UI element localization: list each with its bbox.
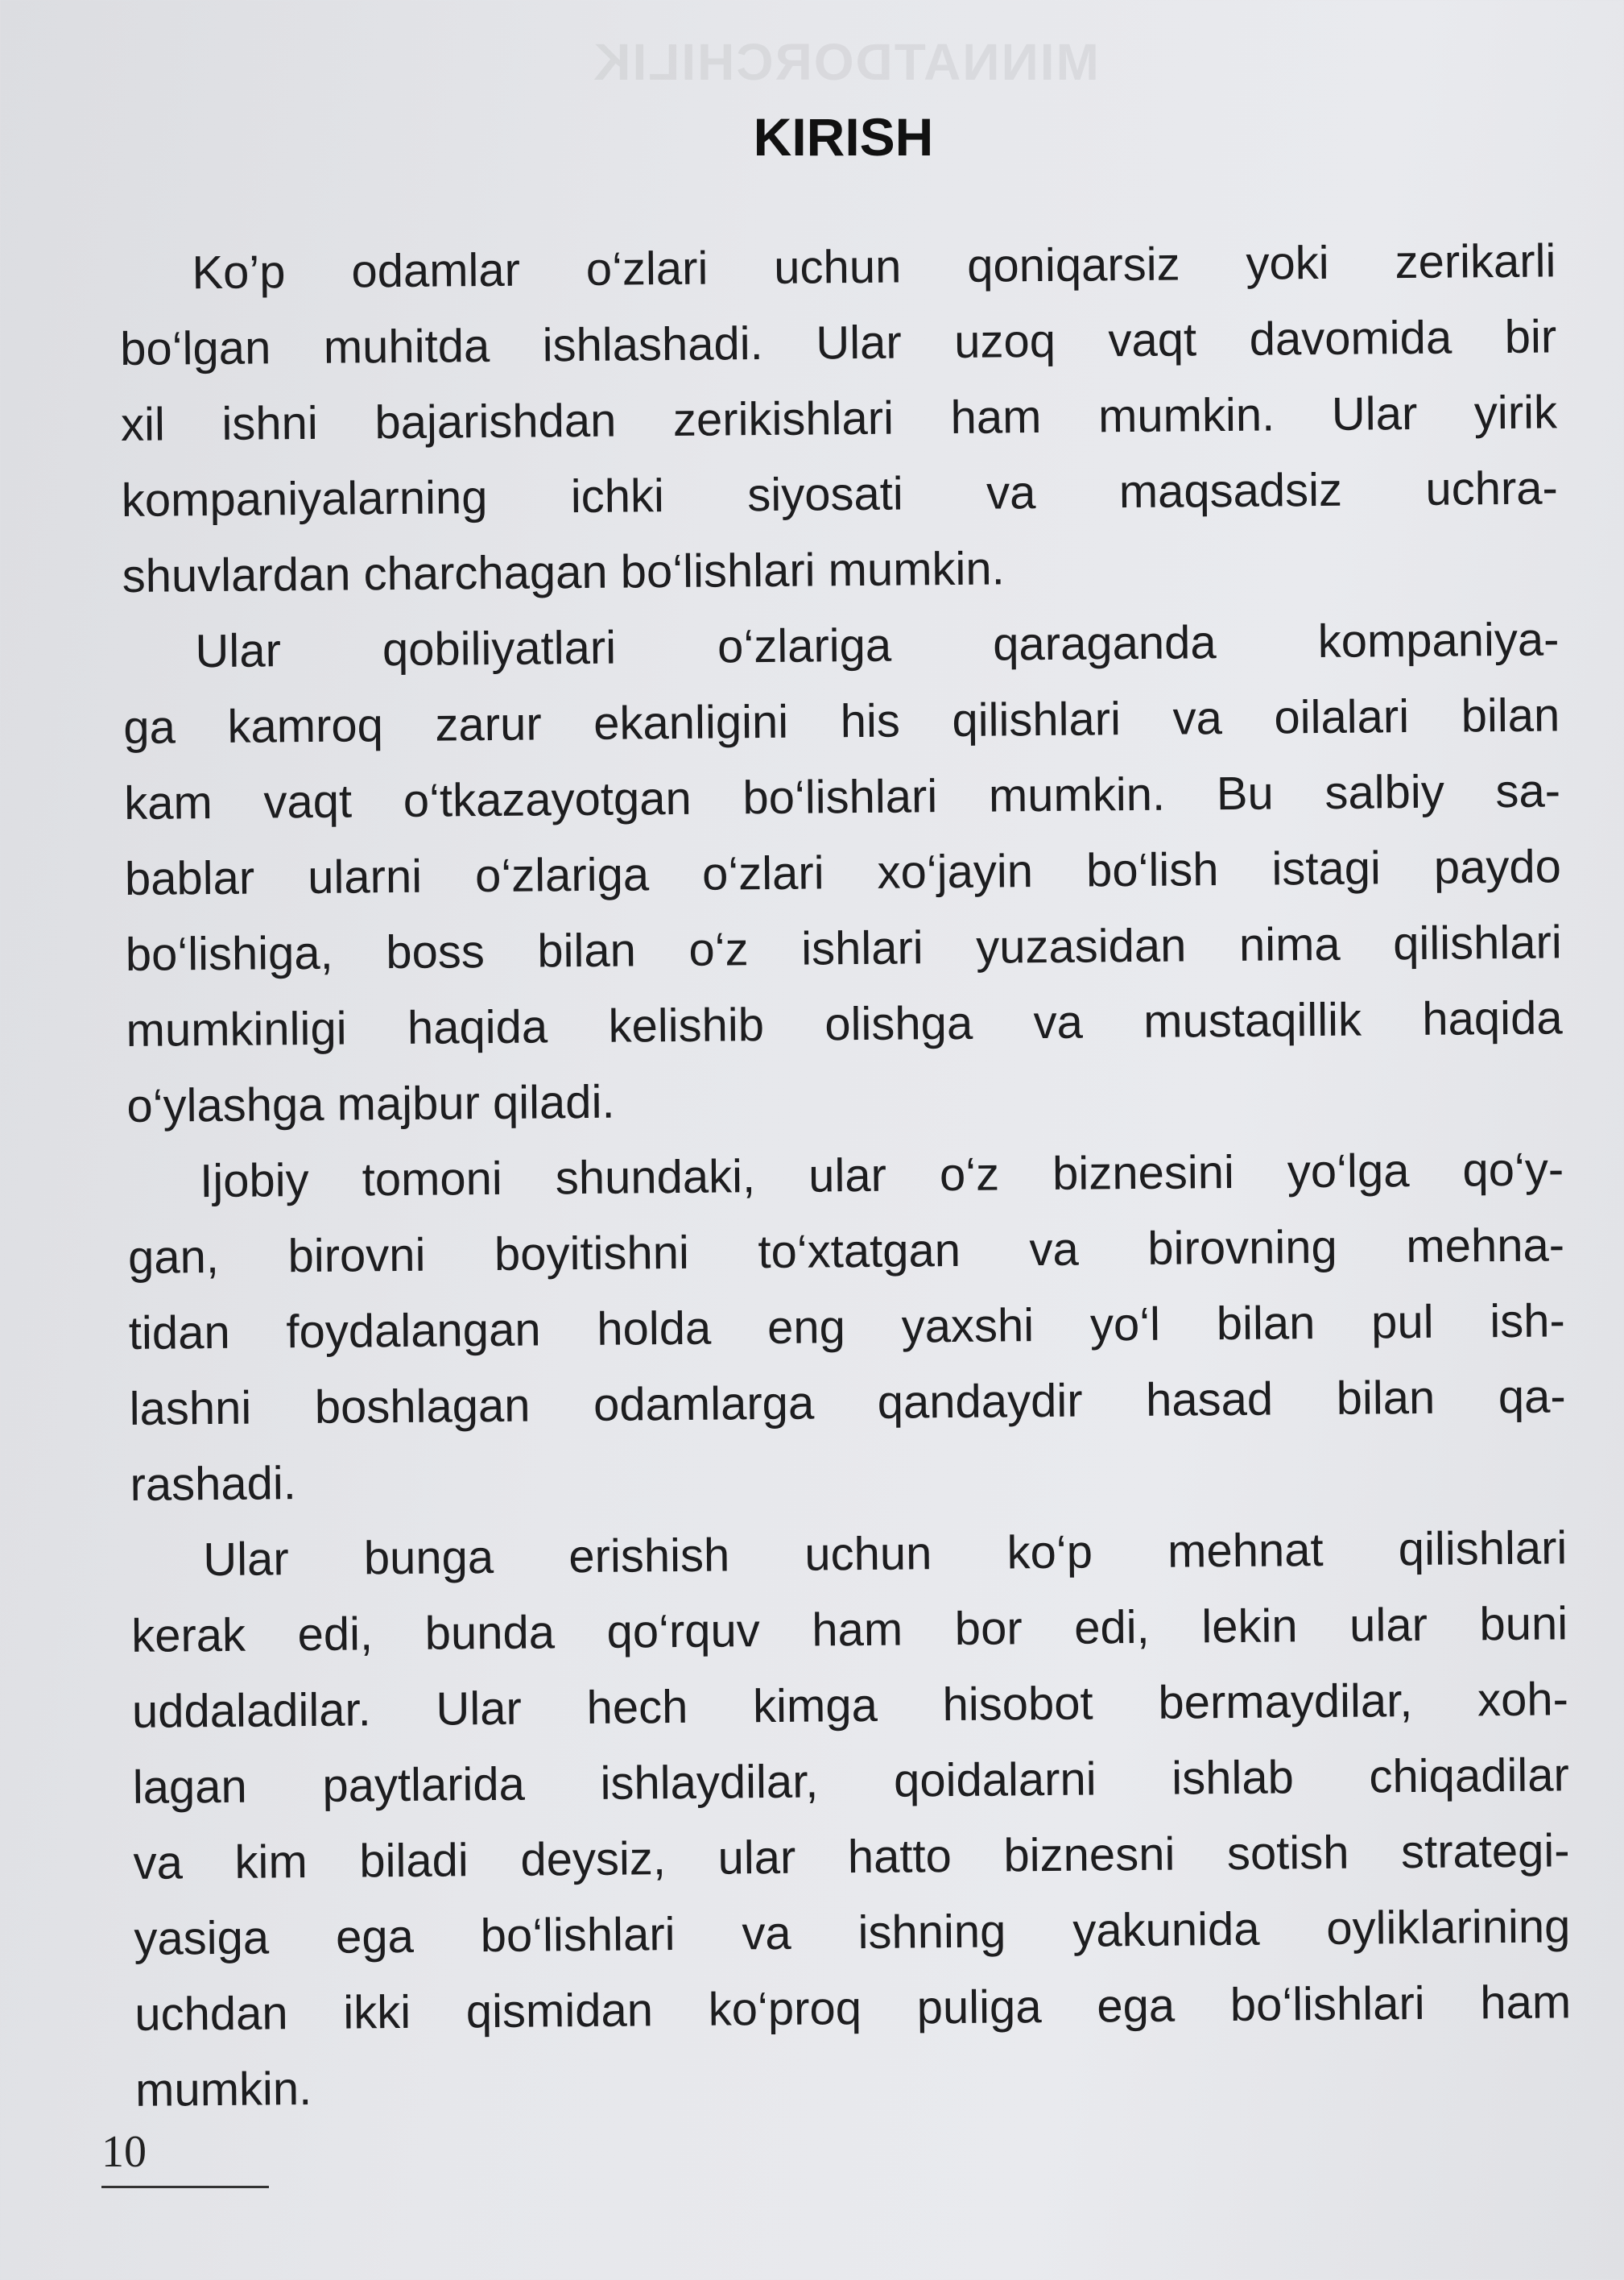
text-line: gan, birovni boyitishni to‘xtatgan va birovning mehna- <box>127 1219 1565 1284</box>
page-number: 10 <box>101 2127 147 2177</box>
text-line: uchdan ikki qismidan ko‘proq puliga ega bo‘lishlari ham <box>134 1976 1572 2041</box>
text-line: tidan foydalangan holda eng yaxshi yo‘l bilan pul ish- <box>128 1294 1566 1359</box>
text-line: mumkin. <box>134 2063 312 2117</box>
text-line: bo‘lgan muhitda ishlashadi. Ular uzoq vaqt davomida bir <box>119 310 1557 375</box>
chapter-title: KIRISH <box>753 107 934 167</box>
body-text <box>119 223 1572 2128</box>
text-line: o‘ylashga majbur qiladi. <box>126 1075 615 1132</box>
text-line: kompaniyalarning ichki siyosati va maqsadsiz uchra- <box>121 461 1559 527</box>
text-line: xil ishni bajarishdan zerikishlari ham mumkin. Ular yirik <box>120 386 1558 451</box>
text-line: va kim biladi deysiz, ular hatto biznesni sotish strategi- <box>133 1824 1570 1889</box>
text-line: lagan paytlarida ishlaydilar, qoidalarni ishlab chiqadilar <box>132 1748 1570 1814</box>
text-line: bablar ularni o‘zlariga o‘zlari xo‘jayin bo‘lish istagi paydo <box>124 840 1562 905</box>
text-line: bo‘lishiga, boss bilan o‘z ishlari yuzasidan nima qilishlari <box>125 916 1563 981</box>
text-line: kerak edi, bunda qo‘rquv ham bor edi, lekin ular buni <box>130 1597 1568 1662</box>
text-line: Ko’p odamlar o‘zlari uchun qoniqarsiz yoki zerikarli <box>192 234 1556 300</box>
text-line: Ijobiy tomoni shundaki, ular o‘z biznesini yo‘lga qo‘y- <box>199 1143 1564 1208</box>
text-line: ga kamroq zarur ekanligini his qilishlari va oilalari bilan <box>123 689 1560 754</box>
text-line: kam vaqt o‘tkazayotgan bo‘lishlari mumkin. Bu salbiy sa- <box>123 764 1561 830</box>
text-line: rashadi. <box>130 1457 297 1511</box>
text-line: Ular qobiliyatlari o‘zlariga qaraganda kompaniya- <box>195 613 1560 678</box>
text-line: lashni boshlagan odamlarga qandaydir hasad bilan qa- <box>129 1370 1566 1435</box>
showthrough-heading: MINNATDORCHILIK <box>592 33 1099 91</box>
text-line: yasiga ega bo‘lishlari va ishning yakunida oyliklarining <box>134 1900 1571 1965</box>
text-line: uddaladilar. Ular hech kimga hisobot bermaydilar, xoh- <box>131 1673 1569 1738</box>
text-line: mumkinligi haqida kelishib olishga va mustaqillik haqida <box>126 991 1563 1057</box>
text-line: shuvlardan charchagan bo‘lishlari mumkin. <box>122 542 1006 602</box>
page-number-rule <box>101 2186 269 2188</box>
text-line: Ular bunga erishish uchun ko‘p mehnat qilishlari <box>203 1521 1568 1587</box>
